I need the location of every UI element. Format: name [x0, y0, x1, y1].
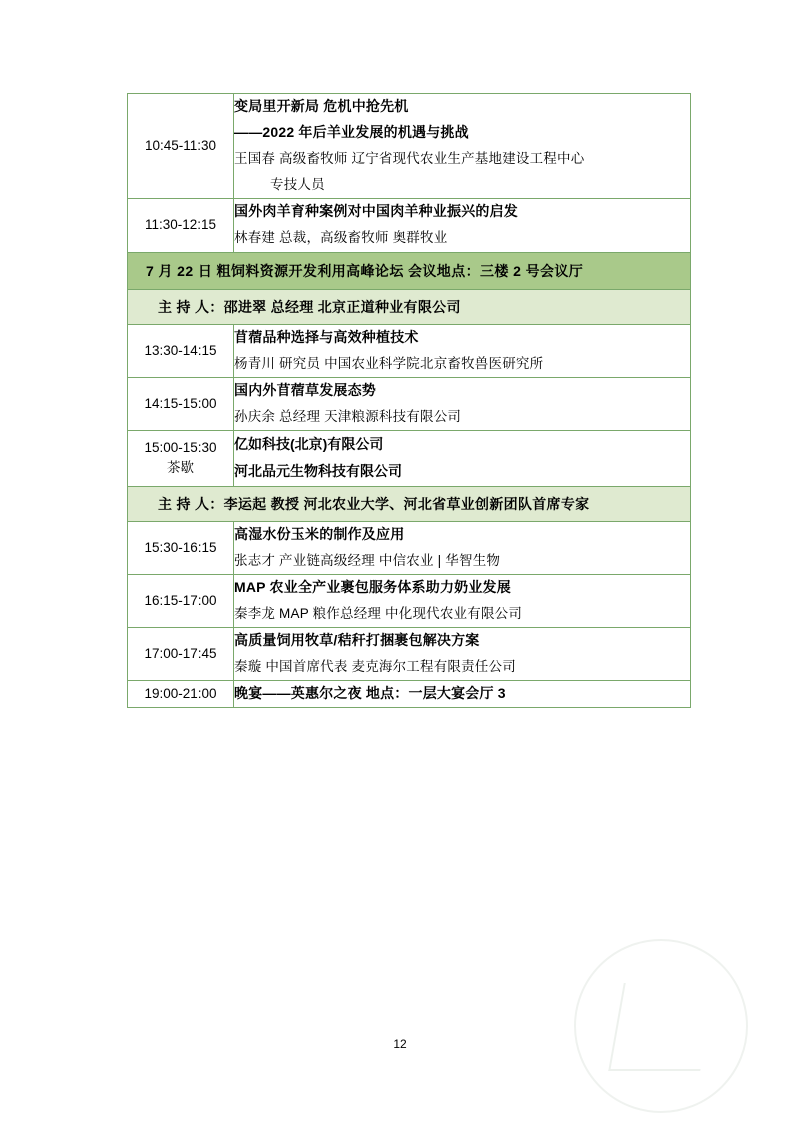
row-content-cell	[234, 574, 691, 627]
row-time-cell: 11:30-12:15	[128, 199, 234, 252]
session-title: 国外肉羊育种案例对中国肉羊种业振兴的启发	[234, 203, 518, 220]
host-text: 主 持 人：邵进翠 总经理 北京正道种业有限公司	[158, 298, 461, 315]
speaker-info: 林春建 总裁，高级畜牧师 奥群牧业	[234, 230, 448, 246]
speaker-info: 张志才 产业链高级经理 中信农业 | 华智生物	[234, 552, 501, 568]
table-row	[128, 324, 691, 377]
host-cell	[128, 289, 691, 324]
host-cell	[128, 486, 691, 521]
section-band-cell	[128, 252, 691, 289]
sponsor-line-1: 亿如科技(北京)有限公司	[234, 436, 384, 453]
speaker-info-continued: 专技人员	[270, 177, 325, 193]
table-row-tea-break	[128, 431, 691, 487]
speaker-info: 杨青川 研究员 中国农业科学院北京畜牧兽医研究所	[234, 355, 544, 371]
speaker-info: 孙庆余 总经理 天津粮源科技有限公司	[234, 408, 462, 424]
sponsor-line-2: 河北品元生物科技有限公司	[234, 463, 402, 480]
host-row	[128, 289, 691, 324]
row-time-cell: 13:30-14:15	[128, 324, 234, 377]
row-content-cell	[234, 628, 691, 681]
row-time-cell: 15:30-16:15	[128, 521, 234, 574]
tea-break-label: 茶歇	[167, 460, 194, 476]
row-time-cell: 17:00-17:45	[128, 628, 234, 681]
row-time-cell: 19:00-21:00	[128, 681, 234, 708]
session-title: 国内外苜蓿草发展态势	[234, 381, 376, 398]
session-subtitle: ——2022 年后羊业发展的机遇与挑战	[234, 123, 469, 140]
table-row	[128, 199, 691, 252]
tea-break-time: 15:00-15:30	[144, 440, 217, 456]
table-row	[128, 521, 691, 574]
speaker-info: 秦璇 中国首席代表 麦克海尔工程有限责任公司	[234, 658, 516, 674]
speaker-info: 秦李龙 MAP 粮作总经理 中化现代农业有限公司	[234, 605, 523, 621]
table-row	[128, 377, 691, 430]
row-time-cell: 14:15-15:00	[128, 377, 234, 430]
session-title: MAP 农业全产业裹包服务体系助力奶业发展	[234, 578, 511, 595]
row-time-cell	[128, 431, 234, 487]
speaker-info: 王国春 高级畜牧师 辽宁省现代农业生产基地建设工程中心	[234, 150, 585, 166]
table-row	[128, 94, 691, 199]
row-content-cell	[234, 94, 691, 199]
row-content-cell	[234, 199, 691, 252]
session-title: 变局里开新局 危机中抢先机	[234, 98, 409, 114]
section-band-row	[128, 252, 691, 289]
row-content-cell	[234, 324, 691, 377]
table-row	[128, 628, 691, 681]
row-time-cell: 10:45-11:30	[128, 94, 234, 199]
host-row	[128, 486, 691, 521]
page-number: 12	[393, 1037, 407, 1051]
row-time-cell: 16:15-17:00	[128, 574, 234, 627]
table-row	[128, 681, 691, 708]
table-row	[128, 574, 691, 627]
section-band-text: 7 月 22 日 粗饲料资源开发利用高峰论坛 会议地点：三楼 2 号会议厅	[146, 262, 584, 279]
session-title: 晚宴——英惠尔之夜 地点：一层大宴会厅 3	[234, 685, 506, 702]
session-title: 苜蓿品种选择与高效种植技术	[234, 328, 419, 345]
watermark-logo	[574, 939, 748, 1113]
row-content-cell	[234, 431, 691, 487]
row-content-cell	[234, 681, 691, 708]
agenda-table	[127, 93, 691, 708]
session-title: 高湿水份玉米的制作及应用	[234, 525, 405, 542]
host-text: 主 持 人：李运起 教授 河北农业大学、河北省草业创新团队首席专家	[158, 495, 590, 512]
session-title: 高质量饲用牧草/秸秆打捆裹包解决方案	[234, 632, 480, 649]
row-content-cell	[234, 377, 691, 430]
row-content-cell	[234, 521, 691, 574]
